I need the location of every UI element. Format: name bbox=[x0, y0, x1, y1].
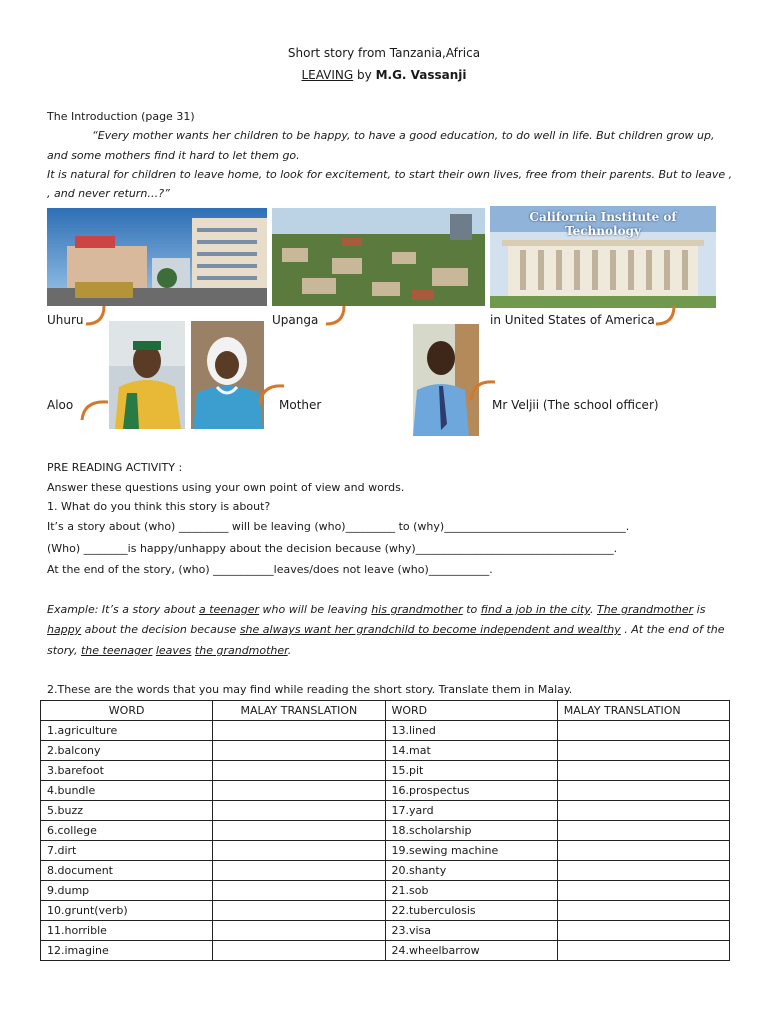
vocab-word-cell: 13.lined bbox=[385, 721, 557, 741]
vocab-word-cell: 15.pit bbox=[385, 761, 557, 781]
malay-translation-cell[interactable] bbox=[557, 721, 729, 741]
vocab-word-cell: 24.wheelbarrow bbox=[385, 941, 557, 961]
example-text: . At the end of the bbox=[620, 623, 725, 636]
table-row bbox=[41, 941, 730, 961]
vocab-word-cell: 1.agriculture bbox=[41, 721, 213, 741]
table-row bbox=[41, 801, 730, 821]
aloo-arrow-icon bbox=[78, 396, 112, 426]
table-row bbox=[41, 721, 730, 741]
malay-translation-cell[interactable] bbox=[557, 861, 729, 881]
table-row bbox=[41, 841, 730, 861]
example-underlined: she always want her grandchild to become independent and wealthy bbox=[239, 623, 621, 636]
story-heading bbox=[0, 68, 768, 82]
col-word-left: WORD bbox=[41, 701, 213, 721]
example-underlined: his grandmother bbox=[371, 603, 463, 616]
example-text: who will be leaving bbox=[259, 603, 372, 616]
vocab-word-cell: 17.yard bbox=[385, 801, 557, 821]
intro-quote-line-3: It is natural for children to leave home, to look for excitement, to start their own lives, free from their parents. But to leave , bbox=[47, 168, 733, 181]
malay-translation-cell[interactable] bbox=[213, 901, 385, 921]
malay-translation-cell[interactable] bbox=[557, 801, 729, 821]
malay-translation-cell[interactable] bbox=[557, 941, 729, 961]
intro-quote-line-2: and some mothers find it hard to let them go. bbox=[47, 149, 300, 162]
malay-translation-cell[interactable] bbox=[557, 781, 729, 801]
vocab-table bbox=[40, 700, 730, 961]
officer-caption: Mr Veljii (The school officer) bbox=[492, 398, 659, 412]
malay-translation-cell[interactable] bbox=[557, 761, 729, 781]
pre-reading-heading: PRE READING ACTIVITY : bbox=[47, 461, 183, 474]
malay-translation-cell[interactable] bbox=[557, 921, 729, 941]
question-1: 1. What do you think this story is about? bbox=[47, 500, 271, 513]
vocab-word-cell: 23.visa bbox=[385, 921, 557, 941]
example-underlined: the teenager bbox=[80, 644, 153, 657]
malay-translation-cell[interactable] bbox=[213, 801, 385, 821]
example-underlined: leaves bbox=[155, 644, 192, 657]
table-row bbox=[41, 821, 730, 841]
pre-reading-instruction: Answer these questions using your own point of view and words. bbox=[47, 481, 405, 494]
table-row bbox=[41, 761, 730, 781]
malay-translation-cell[interactable] bbox=[557, 821, 729, 841]
intro-quote-line-1: “Every mother wants her children to be happy, to have a good education, to do well in life. But children grow up, bbox=[92, 129, 715, 142]
vocab-word-cell: 16.prospectus bbox=[385, 781, 557, 801]
vocab-word-cell: 7.dirt bbox=[41, 841, 213, 861]
malay-translation-cell[interactable] bbox=[557, 881, 729, 901]
vocab-word-cell: 3.barefoot bbox=[41, 761, 213, 781]
vocab-word-cell: 21.sob bbox=[385, 881, 557, 901]
document-title: Short story from Tanzania,Africa bbox=[287, 46, 481, 60]
caltech-banner-text: California Institute of Technology bbox=[529, 210, 677, 238]
answer-line-3: At the end of the story, (who) ___________leaves/does not leave (who)___________. bbox=[47, 563, 493, 576]
example-underlined: The grandmother bbox=[597, 603, 694, 616]
malay-translation-cell[interactable] bbox=[213, 841, 385, 861]
example-text: . bbox=[590, 603, 597, 616]
vocab-word-cell: 19.sewing machine bbox=[385, 841, 557, 861]
vocab-word-cell: 6.college bbox=[41, 821, 213, 841]
malay-translation-cell[interactable] bbox=[213, 721, 385, 741]
uhuru-arrow-icon bbox=[82, 300, 112, 328]
col-malay-left: MALAY TRANSLATION bbox=[213, 701, 385, 721]
example-line-2 bbox=[47, 623, 727, 636]
answer-line-1: It’s a story about (who) _________ will be leaving (who)_________ to (why)_________________________________. bbox=[47, 520, 630, 533]
vocab-word-cell: 18.scholarship bbox=[385, 821, 557, 841]
vocab-heading: 2.These are the words that you may find while reading the short story. Translate them in Malay. bbox=[47, 683, 573, 696]
mother-caption: Mother bbox=[279, 398, 322, 412]
example-text: is bbox=[693, 603, 706, 616]
upanga-aerial-photo bbox=[272, 208, 485, 306]
malay-translation-cell[interactable] bbox=[557, 741, 729, 761]
malay-translation-cell[interactable] bbox=[213, 941, 385, 961]
malay-translation-cell[interactable] bbox=[557, 901, 729, 921]
story-title: LEAVING bbox=[301, 68, 354, 82]
example-text: story, bbox=[47, 644, 81, 657]
example-line-3 bbox=[47, 644, 291, 657]
upanga-caption: Upanga bbox=[272, 313, 319, 327]
usa-arrow-icon bbox=[652, 300, 682, 328]
example-underlined: find a job in the city bbox=[480, 603, 590, 616]
table-row bbox=[41, 781, 730, 801]
intro-quote-line-4: , and never return…?” bbox=[47, 187, 170, 200]
by-label: by bbox=[357, 68, 372, 82]
vocab-word-cell: 5.buzz bbox=[41, 801, 213, 821]
aloo-photo bbox=[109, 321, 185, 429]
example-text: . bbox=[287, 644, 292, 657]
vocab-word-cell: 20.shanty bbox=[385, 861, 557, 881]
malay-translation-cell[interactable] bbox=[213, 881, 385, 901]
answer-line-2: (Who) ________is happy/unhappy about the decision because (why)____________________________________. bbox=[47, 542, 618, 555]
caltech-photo bbox=[490, 206, 716, 308]
mother-photo bbox=[191, 321, 264, 429]
upanga-arrow-icon bbox=[322, 300, 352, 328]
vocab-word-cell: 8.document bbox=[41, 861, 213, 881]
vocab-word-cell: 2.balcony bbox=[41, 741, 213, 761]
col-word-right: WORD bbox=[385, 701, 557, 721]
malay-translation-cell[interactable] bbox=[213, 761, 385, 781]
example-underlined: a teenager bbox=[198, 603, 260, 616]
uhuru-caption: Uhuru bbox=[47, 313, 84, 327]
example-underlined: the grandmother bbox=[194, 644, 288, 657]
table-row bbox=[41, 901, 730, 921]
aloo-caption: Aloo bbox=[47, 398, 74, 412]
malay-translation-cell[interactable] bbox=[213, 921, 385, 941]
vocab-word-cell: 11.horrible bbox=[41, 921, 213, 941]
vocab-word-cell: 4.bundle bbox=[41, 781, 213, 801]
table-row bbox=[41, 881, 730, 901]
author-name: M.G. Vassanji bbox=[375, 68, 467, 82]
vocab-word-cell: 10.grunt(verb) bbox=[41, 901, 213, 921]
vocab-word-cell: 9.dump bbox=[41, 881, 213, 901]
example-text: Example: It’s a story about bbox=[47, 603, 199, 616]
vocab-header-row bbox=[41, 701, 730, 721]
table-row bbox=[41, 861, 730, 881]
example-text: to bbox=[462, 603, 481, 616]
vocab-word-cell: 12.imagine bbox=[41, 941, 213, 961]
vocab-word-cell: 14.mat bbox=[385, 741, 557, 761]
table-row bbox=[41, 741, 730, 761]
uhuru-street-photo bbox=[47, 208, 267, 306]
malay-translation-cell[interactable] bbox=[213, 741, 385, 761]
vocab-word-cell: 22.tuberculosis bbox=[385, 901, 557, 921]
malay-translation-cell[interactable] bbox=[213, 861, 385, 881]
example-text: about the decision because bbox=[81, 623, 240, 636]
malay-translation-cell[interactable] bbox=[557, 841, 729, 861]
example-line-1 bbox=[47, 603, 727, 616]
usa-caption: in United States of America bbox=[490, 313, 655, 327]
col-malay-right: MALAY TRANSLATION bbox=[557, 701, 729, 721]
table-row bbox=[41, 921, 730, 941]
malay-translation-cell[interactable] bbox=[213, 821, 385, 841]
example-underlined: happy bbox=[47, 623, 82, 636]
intro-heading: The Introduction (page 31) bbox=[47, 110, 195, 123]
malay-translation-cell[interactable] bbox=[213, 781, 385, 801]
